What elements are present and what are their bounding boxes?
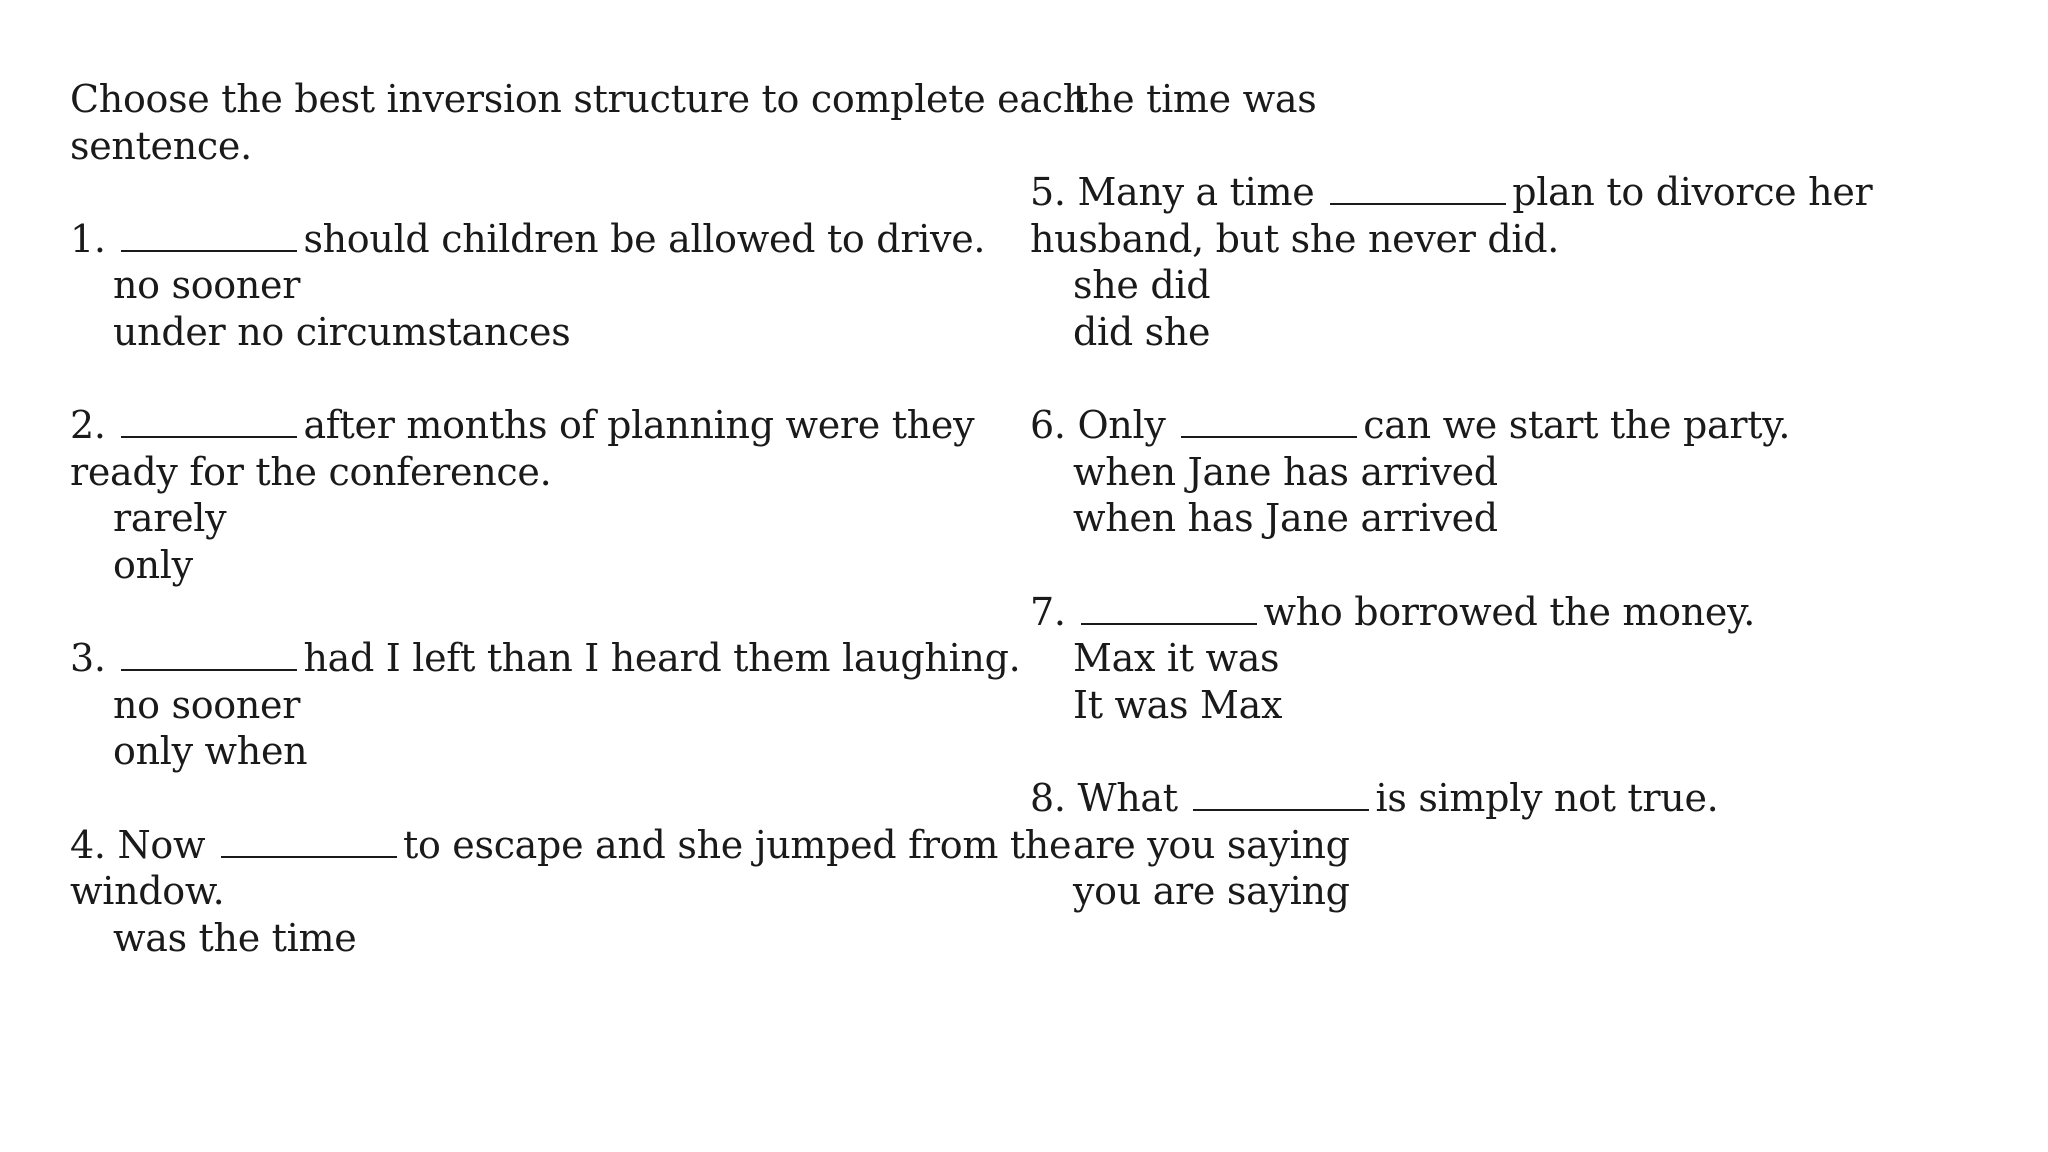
spacer [1030,123,2030,170]
question-1-number: 1. [70,216,106,261]
question-4-number: 4. [70,822,106,867]
spacer [70,775,1030,822]
question-6-stem [1030,402,2030,449]
instructions-line-2: sentence. [70,123,252,168]
instructions-line-1: Choose the best inversion structure to complete each [70,77,1087,121]
question-1-option-b[interactable]: under no circumstances [113,309,571,354]
spacer [1030,728,2030,775]
question-2-option-b[interactable]: only [113,542,193,587]
question-3-option-a[interactable]: no sooner [113,682,301,727]
question-6-text: can we start the party. [1363,403,1791,448]
left-column [70,76,1087,961]
question-7-text: who borrowed the money. [1263,589,1756,634]
question-1-blank[interactable] [121,217,297,252]
question-7-option-a[interactable]: Max it was [1073,636,1280,681]
question-7-option-b[interactable]: It was Max [1073,682,1283,727]
question-2-option-a[interactable]: rarely [113,496,227,541]
question-1-option-a[interactable]: no sooner [113,263,301,308]
question-4-lead: Now [117,822,206,867]
question-4-text: to escape and she jumped from the [402,822,1072,867]
question-8-blank[interactable] [1193,776,1369,811]
question-3-blank[interactable] [121,636,297,671]
question-4-option-a[interactable]: was the time [113,915,357,960]
question-5-number: 5. [1030,170,1066,215]
question-8-lead: What [1077,775,1178,820]
question-6-number: 6. [1030,403,1066,448]
question-8-option-a[interactable]: are you saying [1073,822,1350,867]
question-5-option-b[interactable]: did she [1073,309,1211,354]
question-3-text: had I left than I heard them laughing. [303,636,1021,681]
spacer [70,589,1030,636]
question-3-option-b[interactable]: only when [113,729,308,774]
question-4-blank[interactable] [221,823,397,858]
question-5-option-a[interactable]: she did [1073,263,1211,308]
question-5-lead: Many a time [1077,170,1315,215]
question-6-lead: Only [1077,403,1166,448]
question-8-text: is simply not true. [1375,775,1719,820]
question-8-option-b[interactable]: you are saying [1073,869,1350,914]
question-6-option-a[interactable]: when Jane has arrived [1073,449,1498,494]
right-column [1030,76,2030,915]
question-7-blank[interactable] [1081,590,1257,625]
spacer [1030,542,2030,589]
question-8-stem [1030,775,2030,822]
question-1-text: should children be allowed to drive. [303,216,986,261]
question-6-blank[interactable] [1181,403,1357,438]
question-3-number: 3. [70,636,106,681]
question-1-stem [70,216,1030,263]
question-5-text: plan to divorce her [1512,170,1873,215]
question-2-number: 2. [70,403,106,448]
question-7-stem [1030,589,2030,636]
question-5-blank[interactable] [1330,170,1506,205]
spacer [70,356,1030,403]
question-2-continuation: ready for the conference. [70,449,552,494]
question-2-blank[interactable] [121,403,297,438]
question-2-stem [70,402,1030,449]
question-2-text: after months of planning were they [303,403,975,448]
question-3-stem [70,635,1030,682]
question-7-number: 7. [1030,589,1066,634]
question-6-option-b[interactable]: when has Jane arrived [1073,496,1498,541]
question-4-continuation: window. [70,869,225,914]
question-5-continuation: husband, but she never did. [1030,216,1560,261]
question-8-number: 8. [1030,775,1066,820]
question-4-stem [70,822,1072,869]
question-5-stem [1030,169,2030,216]
spacer [1030,356,2030,403]
question-4-option-b[interactable]: the time was [1073,77,1317,121]
spacer [70,169,1030,216]
